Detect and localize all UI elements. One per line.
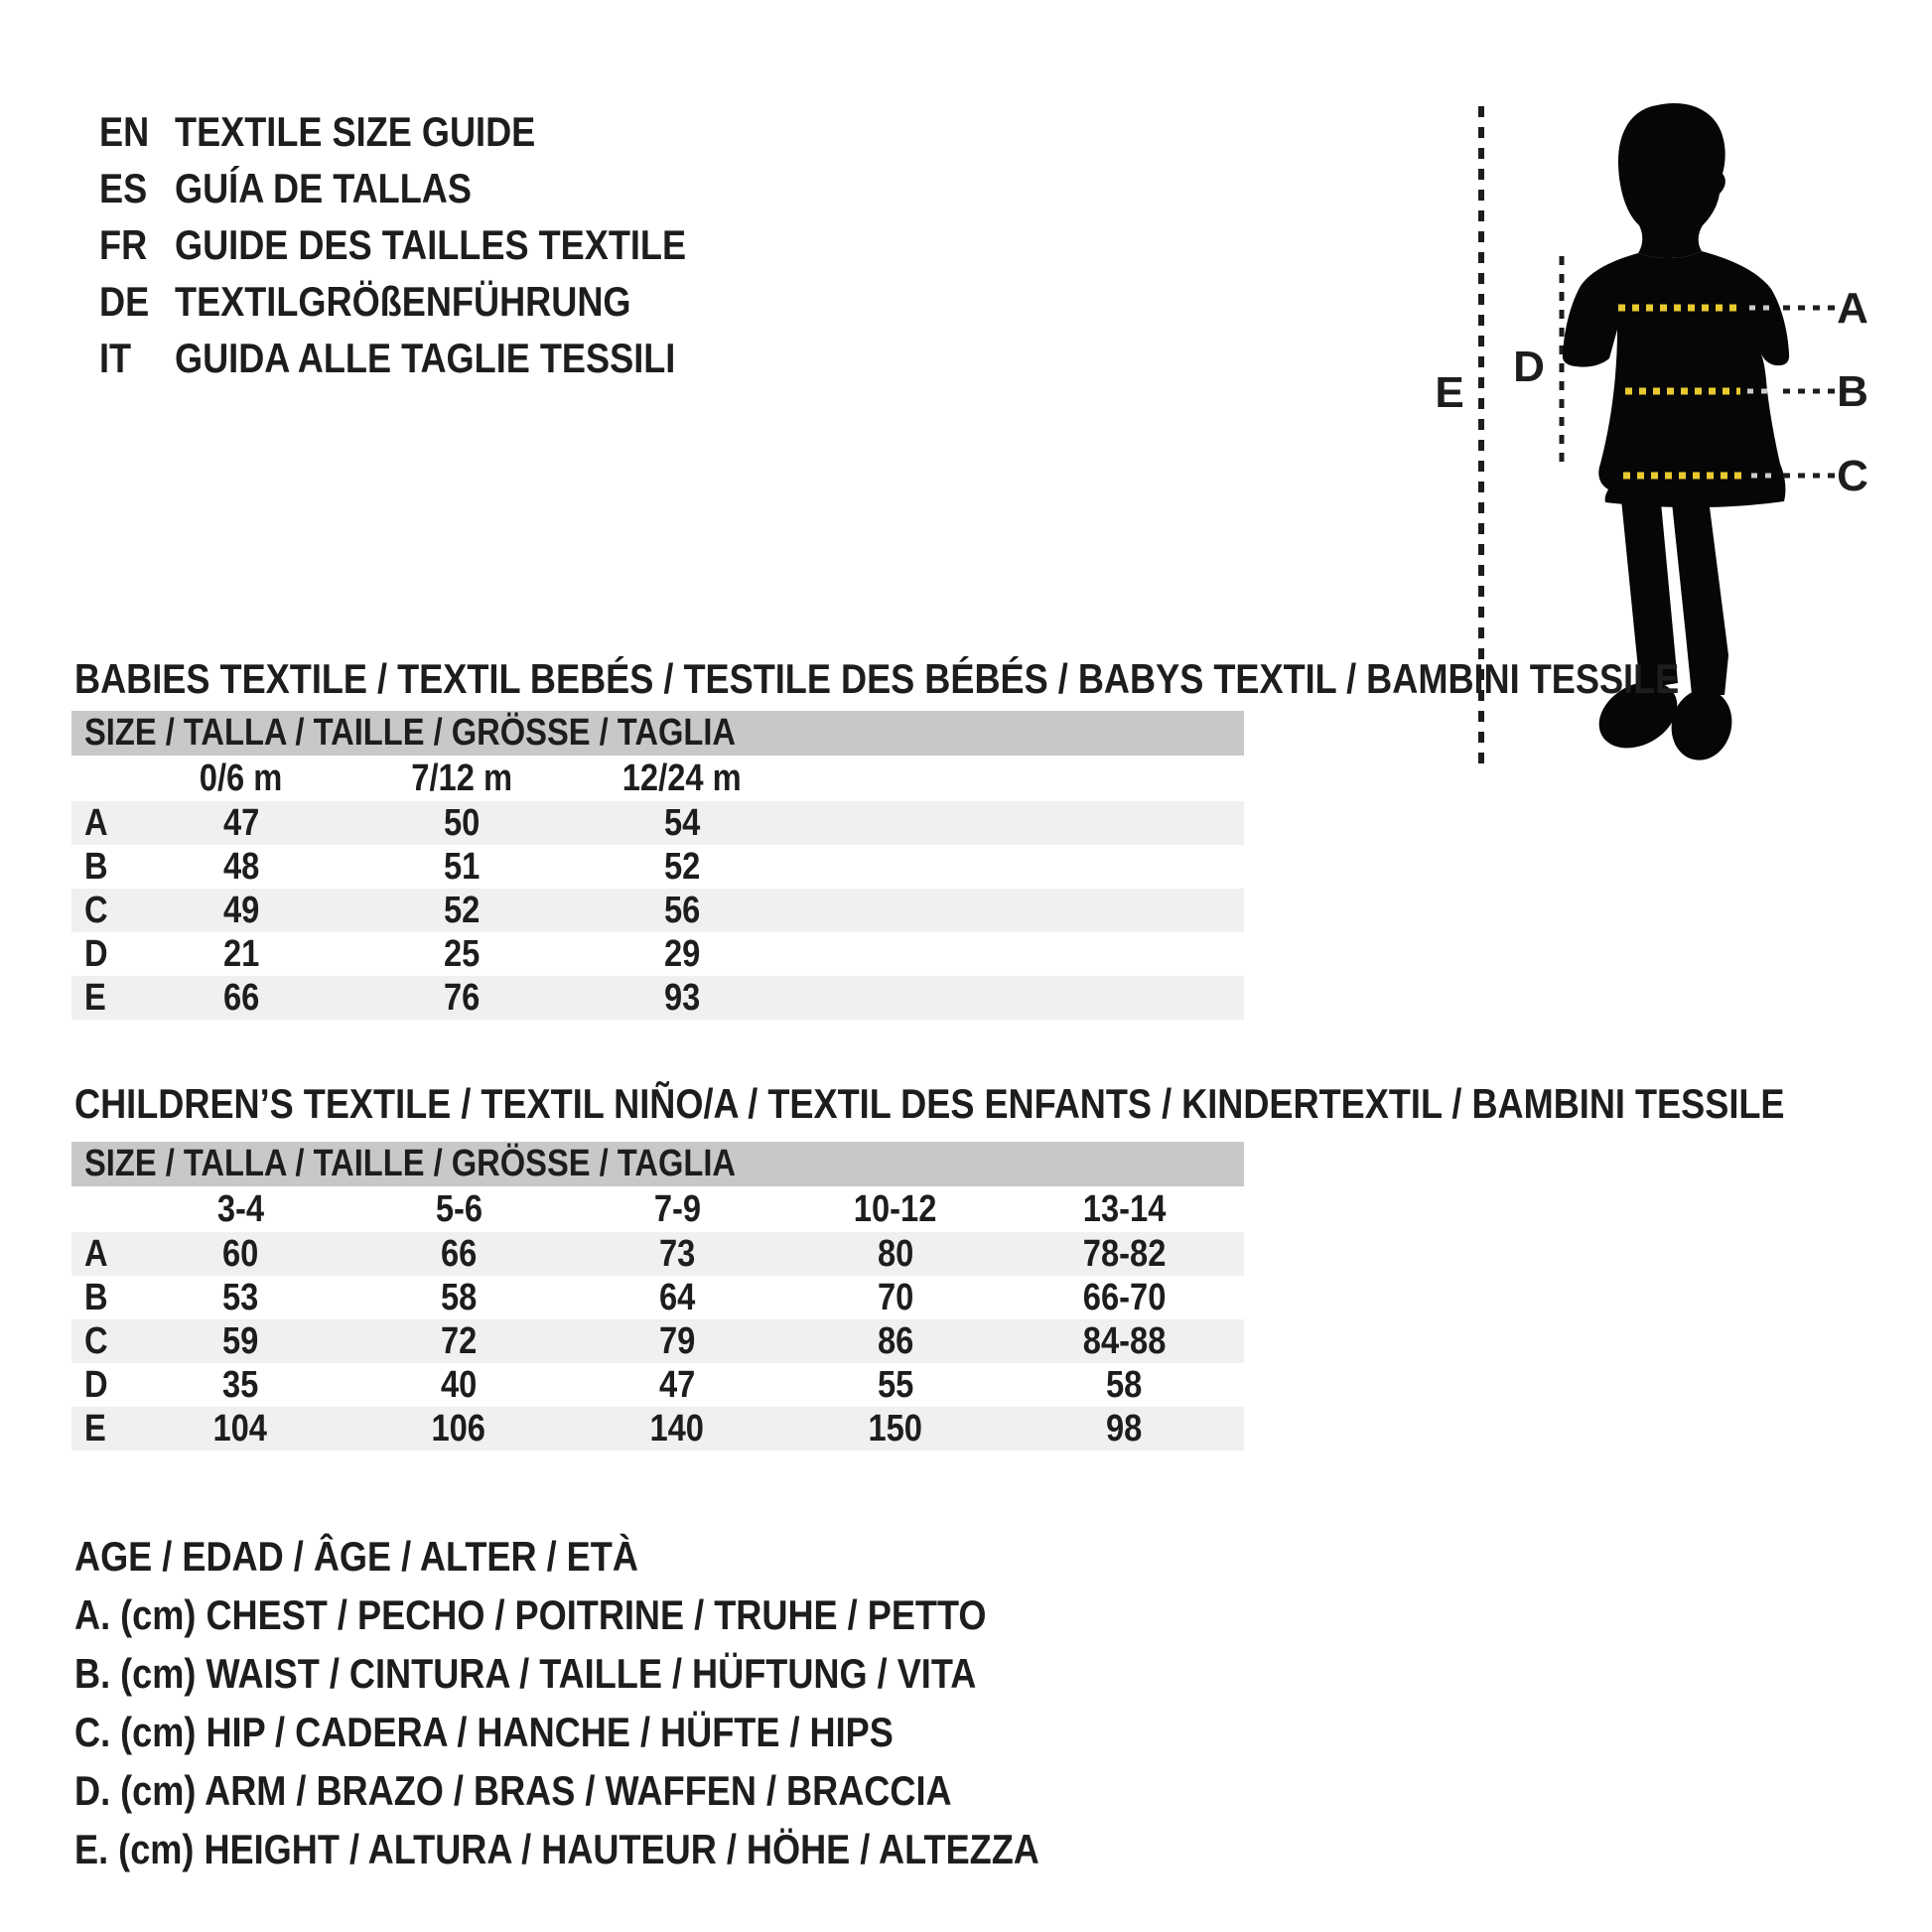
table-cell: 80 <box>877 1232 914 1275</box>
table-cell: 56 <box>663 889 701 931</box>
table-cell: 66 <box>440 1232 478 1275</box>
language-header-block <box>99 103 769 386</box>
legend-line: AGE / EDAD / ÂGE / ALTER / ETÀ <box>74 1532 638 1580</box>
row-label: E <box>84 976 106 1019</box>
language-code: EN <box>99 107 150 155</box>
babies-section-title: BABIES TEXTILE / TEXTIL BEBÉS / TESTILE DES BÉBÉS / BABYS TEXTIL / BAMBINI TESSILE <box>74 655 1680 702</box>
row-label: C <box>84 1319 108 1362</box>
row-label: B <box>84 1276 108 1318</box>
table-row <box>71 1407 1244 1450</box>
table-cell: 78-82 <box>1082 1232 1167 1275</box>
table-cell: 49 <box>222 889 260 931</box>
table-cell: 52 <box>443 889 481 931</box>
table-cell: 104 <box>212 1407 268 1449</box>
table-row <box>71 1276 1244 1319</box>
table-cell: 52 <box>663 845 701 888</box>
language-code: IT <box>99 334 132 381</box>
measurement-legend <box>74 1527 1196 1878</box>
table-cell: 98 <box>1106 1407 1143 1449</box>
silhouette-torso <box>1563 251 1789 507</box>
table-cell: 66 <box>222 976 260 1019</box>
column-header: 10-12 <box>854 1187 937 1230</box>
table-cell: 40 <box>440 1363 478 1406</box>
table-cell: 60 <box>221 1232 259 1275</box>
row-label: A <box>84 1232 108 1275</box>
legend-line: E. (cm) HEIGHT / ALTURA / HAUTEUR / HÖHE / ALTEZZA <box>74 1825 1039 1872</box>
children-table-rows <box>71 1232 1244 1450</box>
legend-line: C. (cm) HIP / CADERA / HANCHE / HÜFTE / HIPS <box>74 1708 894 1755</box>
table-row <box>71 1363 1244 1407</box>
table-cell: 93 <box>663 976 701 1019</box>
label-e-height: E <box>1435 368 1464 417</box>
table-cell: 50 <box>443 801 481 844</box>
column-header: 0/6 m <box>200 757 283 799</box>
table-cell: 72 <box>440 1319 478 1362</box>
children-section-title: CHILDREN’S TEXTILE / TEXTIL NIÑO/A / TEXTIL DES ENFANTS / KINDERTEXTIL / BAMBINI TESSILE <box>74 1080 1785 1127</box>
row-label: E <box>84 1407 106 1449</box>
table-cell: 59 <box>221 1319 259 1362</box>
label-d-arm: D <box>1513 343 1545 391</box>
children-size-table <box>71 1142 1244 1450</box>
table-row <box>71 1232 1244 1276</box>
language-title: TEXTILGRÖßENFÜHRUNG <box>175 277 631 325</box>
table-row <box>71 932 1244 976</box>
table-row <box>71 889 1244 932</box>
row-label: D <box>84 1363 108 1406</box>
table-cell: 47 <box>658 1363 696 1406</box>
table-cell: 106 <box>431 1407 486 1449</box>
table-cell: 79 <box>658 1319 696 1362</box>
babies-table-rows <box>71 801 1244 1020</box>
label-b-waist: B <box>1837 367 1868 416</box>
table-cell: 55 <box>877 1363 914 1406</box>
table-cell: 76 <box>443 976 481 1019</box>
column-header: 7/12 m <box>411 757 512 799</box>
table-cell: 21 <box>222 932 260 975</box>
language-code: ES <box>99 164 148 211</box>
table-row <box>71 801 1244 845</box>
label-a-chest: A <box>1837 284 1868 333</box>
column-header: 5-6 <box>435 1187 483 1230</box>
column-header: 3-4 <box>216 1187 264 1230</box>
table-cell: 58 <box>1106 1363 1143 1406</box>
silhouette-head <box>1618 103 1725 258</box>
table-cell: 70 <box>877 1276 914 1318</box>
language-row <box>99 216 769 273</box>
table-cell: 58 <box>440 1276 478 1318</box>
legend-line: B. (cm) WAIST / CINTURA / TAILLE / HÜFTUNG / VITA <box>74 1649 977 1697</box>
table-row <box>71 976 1244 1020</box>
language-code: DE <box>99 277 150 325</box>
language-code: FR <box>99 220 148 268</box>
table-cell: 48 <box>222 845 260 888</box>
babies-column-header-row <box>71 756 1244 801</box>
row-label: D <box>84 932 108 975</box>
language-title: GUÍA DE TALLAS <box>175 164 472 211</box>
legend-line: A. (cm) CHEST / PECHO / POITRINE / TRUHE / PETTO <box>74 1590 987 1638</box>
table-row <box>71 845 1244 889</box>
column-header: 7-9 <box>653 1187 701 1230</box>
table-cell: 25 <box>443 932 481 975</box>
children-column-header-row <box>71 1186 1244 1232</box>
language-row <box>99 273 769 330</box>
babies-size-table <box>71 711 1244 1020</box>
column-header: 12/24 m <box>622 757 742 799</box>
row-label: B <box>84 845 108 888</box>
children-size-header-bar: SIZE / TALLA / TAILLE / GRÖSSE / TAGLIA <box>71 1142 1244 1186</box>
table-cell: 51 <box>443 845 481 888</box>
table-cell: 35 <box>221 1363 259 1406</box>
language-title: GUIDA ALLE TAGLIE TESSILI <box>175 334 676 381</box>
label-c-hip: C <box>1837 452 1868 500</box>
babies-size-header-bar: SIZE / TALLA / TAILLE / GRÖSSE / TAGLIA <box>71 711 1244 756</box>
language-title: TEXTILE SIZE GUIDE <box>175 107 536 155</box>
table-cell: 53 <box>221 1276 259 1318</box>
table-cell: 73 <box>658 1232 696 1275</box>
table-cell: 150 <box>868 1407 923 1449</box>
column-header: 13-14 <box>1082 1187 1167 1230</box>
table-cell: 54 <box>663 801 701 844</box>
table-cell: 140 <box>649 1407 705 1449</box>
language-row <box>99 330 769 386</box>
language-row <box>99 160 769 216</box>
table-cell: 86 <box>877 1319 914 1362</box>
table-cell: 64 <box>658 1276 696 1318</box>
table-cell: 47 <box>222 801 260 844</box>
table-cell: 29 <box>663 932 701 975</box>
legend-line: D. (cm) ARM / BRAZO / BRAS / WAFFEN / BRACCIA <box>74 1766 952 1814</box>
row-label: A <box>84 801 108 844</box>
language-row <box>99 103 769 160</box>
table-row <box>71 1319 1244 1363</box>
language-title: GUIDE DES TAILLES TEXTILE <box>175 220 687 268</box>
table-cell: 66-70 <box>1082 1276 1167 1318</box>
row-label: C <box>84 889 108 931</box>
table-cell: 84-88 <box>1082 1319 1167 1362</box>
